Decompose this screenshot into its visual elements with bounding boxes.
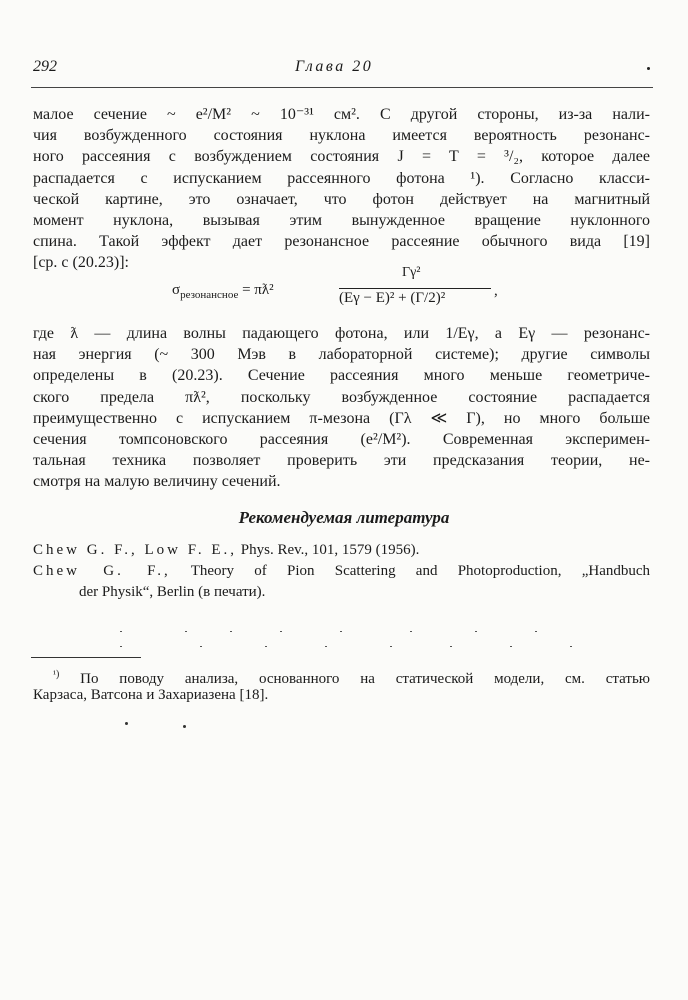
noise-dot [390,646,392,647]
noise-dot [120,646,122,647]
noise-dot [475,631,477,632]
text-line: преимущественно с испусканием π-мезона (Γλ ≪ Γ), но много больше [33,409,650,427]
noise-dot [325,646,327,647]
chapter-title: Глава 20 [295,58,374,75]
footnote-marker: ¹) [53,669,60,680]
formula-denominator: (Eγ − E)² + (Γ/2)² [339,290,446,306]
page-number: 292 [33,58,57,75]
formula-comma: , [494,283,498,299]
footnote-rule [31,657,141,658]
noise-dot [535,631,537,632]
noise-dot [265,646,267,647]
formula-equals: = πƛ² [242,282,274,298]
body-paragraph-2 [33,323,650,493]
body-paragraph-1 [33,104,650,274]
text-line: ческой картине, это означает, что фотон действует на магнитный [33,190,650,208]
text-line: ского предела πƛ², поскольку возбужденное состояние распадается [33,388,650,406]
noise-dot [200,646,202,647]
footnote-text: По поводу анализа, основанного на статической модели, см. статью [80,671,651,687]
footnote-line: Карзаса, Ватсона и Захариазена [18]. [33,687,269,703]
reference-authors: Chew G. F., [33,563,171,579]
text-line: малое сечение ~ e²/M² ~ 10⁻³¹ см². С другой стороны, из-за нали- [33,106,650,123]
text-line: [ср. с (20.23)]: [33,254,129,272]
reference-authors: Chew G. F., Low F. E., [33,542,238,558]
reference-list [33,540,650,603]
text-line: сечения томпсоновского рассеяния (e²/M²). Современная эксперимен- [33,430,650,448]
formula-sigma: σ [172,282,181,298]
formula-numerator: Γγ² [402,265,421,280]
fraction-bar [339,288,491,289]
reference-source: Phys. Rev., 101, 1579 (1956). [240,542,420,558]
text-line: смотря на малую величину сечений. [33,473,281,491]
print-speck [125,722,128,725]
noise-dot [185,631,187,632]
noise-dot [230,631,232,632]
section-heading: Рекомендуемая литература [238,508,450,527]
text-line: момент нуклона, вызывая этим вынужденное вращение нуклонного [33,211,650,229]
formula-subscript: резонансное [180,289,239,301]
footnote [33,664,650,706]
noise-dot [340,631,342,632]
resonance-cross-section-formula [172,265,512,317]
reference-item [33,561,650,582]
text-line: где ƛ — длина волны падающего фотона, или 1/Eγ, а Eγ — резонанс- [33,325,650,342]
text-line: спина. Такой эффект дает резонансное рассеяние обычного вида [19] [33,233,650,251]
reference-continuation: der Physik“, Berlin (в печати). [79,584,266,600]
text-line: тальная техника позволяет проверить эти предсказания теории, не- [33,452,650,470]
running-header [33,58,653,82]
footnote-line [33,664,650,685]
reference-item [33,540,650,561]
noise-dot [450,646,452,647]
text-line: распадается с испусканием рассеянного фотона ¹). Согласно класси- [33,169,650,187]
text-line: ная энергия (~ 300 Мэв в лабораторной системе); другие символы [33,346,650,364]
noise-dot [120,631,122,632]
formula-lhs [172,282,274,299]
text-line: ного рассеяния с возбуждением состояния J = T = ³/₂, которое далее [33,148,650,166]
print-speck [183,725,186,728]
text-line: чия возбужденного состояния нуклона имеется вероятность резонанс- [33,127,650,145]
scan-noise [90,627,590,651]
reference-source: Theory of Pion Scattering and Photoproduction, „Handbuch [190,563,651,579]
print-speck [647,67,650,70]
noise-dot [510,646,512,647]
text-line: определены в (20.23). Сечение рассеяния много меньше геометриче- [33,367,650,385]
noise-dot [410,631,412,632]
noise-dot [280,631,282,632]
header-rule [31,87,653,88]
noise-dot [570,646,572,647]
